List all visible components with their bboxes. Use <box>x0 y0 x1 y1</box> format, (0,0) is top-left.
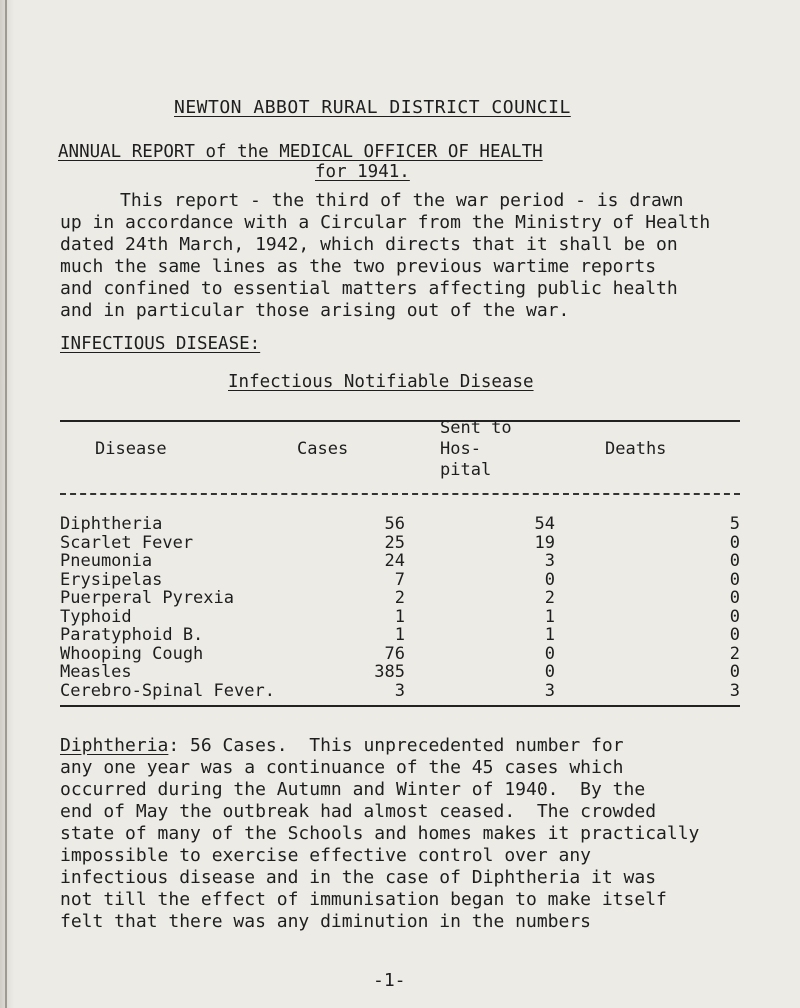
diphtheria-line-1 <box>60 735 624 756</box>
diphtheria-line: not till the effect of immunisation began to make itself <box>60 889 667 910</box>
hospital-cell: 54 <box>534 514 555 534</box>
disease-cell: Puerperal Pyrexia <box>60 588 234 608</box>
page-number: -1- <box>373 970 406 991</box>
deaths-cell: 0 <box>729 625 740 645</box>
cases-cell: 2 <box>394 588 405 608</box>
cases-cell: 3 <box>394 680 405 701</box>
table-row <box>60 589 740 608</box>
disease-cell: Measles <box>60 662 132 682</box>
intro-line: much the same lines as the two previous wartime reports <box>60 256 657 277</box>
disease-cell: Paratyphoid B. <box>60 625 204 645</box>
hospital-cell: 1 <box>544 625 555 645</box>
deaths-cell: 2 <box>729 643 740 664</box>
disease-table <box>60 515 740 700</box>
disease-cell: Typhoid <box>60 606 132 627</box>
hospital-cell: 3 <box>544 551 555 571</box>
intro-line: and confined to essential matters affecting public health <box>60 278 678 299</box>
table-row <box>60 645 740 664</box>
cases-cell: 385 <box>374 662 405 682</box>
disease-table-body <box>60 515 740 700</box>
table-row <box>60 571 740 590</box>
diphtheria-line: state of many of the Schools and homes makes it practically <box>60 823 700 844</box>
cases-cell: 76 <box>384 643 405 664</box>
disease-cell: Scarlet Fever <box>60 532 194 553</box>
table-row <box>60 663 740 682</box>
deaths-cell: 5 <box>729 514 740 534</box>
report-title: ANNUAL REPORT of the MEDICAL OFFICER OF HEALTH <box>58 142 543 162</box>
hospital-cell: 19 <box>534 532 555 553</box>
diphtheria-line: any one year was a continuance of the 45 cases which <box>60 757 624 778</box>
hospital-cell: 0 <box>544 643 555 664</box>
intro-line: This report - the third of the war period - is drawn <box>120 190 684 211</box>
disease-cell: Cerebro-Spinal Fever. <box>60 680 275 701</box>
section-heading: INFECTIOUS DISEASE: <box>60 334 261 354</box>
intro-line: dated 24th March, 1942, which directs that it shall be on <box>60 234 678 255</box>
cases-cell: 7 <box>394 569 405 590</box>
table-bottom-rule <box>60 705 740 707</box>
cases-cell: 1 <box>394 625 405 645</box>
diphtheria-line: occurred during the Autumn and Winter of 1940. By the <box>60 779 646 800</box>
deaths-cell: 0 <box>729 551 740 571</box>
table-header-rule <box>60 493 740 495</box>
hospital-cell: 0 <box>544 569 555 590</box>
header-deaths: Deaths <box>605 439 667 459</box>
table-caption: Infectious Notifiable Disease <box>228 372 534 392</box>
diphtheria-line: impossible to exercise effective control over any <box>60 845 592 866</box>
deaths-cell: 3 <box>729 680 740 701</box>
cases-cell: 56 <box>384 514 405 534</box>
table-row <box>60 682 740 701</box>
hospital-cell: 3 <box>544 680 555 701</box>
deaths-cell: 0 <box>729 532 740 553</box>
header-cases: Cases <box>297 439 349 459</box>
table-row <box>60 626 740 645</box>
diphtheria-heading: Diphtheria <box>60 735 169 756</box>
diphtheria-line: felt that there was any diminution in the numbers <box>60 911 592 932</box>
table-top-rule <box>60 420 740 422</box>
hospital-cell: 2 <box>544 588 555 608</box>
deaths-cell: 0 <box>729 588 740 608</box>
header-hospital-line3: pital <box>440 460 492 480</box>
diphtheria-line: infectious disease and in the case of Diphtheria it was <box>60 867 657 888</box>
deaths-cell: 0 <box>729 662 740 682</box>
cases-cell: 25 <box>384 532 405 553</box>
disease-cell: Pneumonia <box>60 551 153 571</box>
disease-cell: Erysipelas <box>60 569 163 590</box>
header-disease: Disease <box>95 439 167 459</box>
table-row <box>60 534 740 553</box>
cases-cell: 1 <box>394 606 405 627</box>
hospital-cell: 1 <box>544 606 555 627</box>
table-row <box>60 515 740 534</box>
header-hospital-line1: Sent to <box>440 418 512 438</box>
deaths-cell: 0 <box>729 569 740 590</box>
disease-cell: Diphtheria <box>60 514 163 534</box>
council-name: NEWTON ABBOT RURAL DISTRICT COUNCIL <box>174 97 571 118</box>
table-row <box>60 608 740 627</box>
intro-line: and in particular those arising out of the war. <box>60 300 570 321</box>
report-year: for 1941. <box>315 162 410 182</box>
diphtheria-text: : 56 Cases. This unprecedented number for <box>168 735 624 756</box>
diphtheria-line: end of May the outbreak had almost ceased. The crowded <box>60 801 657 822</box>
disease-cell: Whooping Cough <box>60 643 204 664</box>
intro-line: up in accordance with a Circular from the Ministry of Health <box>60 212 711 233</box>
hospital-cell: 0 <box>544 662 555 682</box>
cases-cell: 24 <box>384 551 405 571</box>
header-hospital-line2: Hos- <box>440 439 481 459</box>
table-row <box>60 552 740 571</box>
deaths-cell: 0 <box>729 606 740 627</box>
page-binding-edge <box>0 0 14 1008</box>
